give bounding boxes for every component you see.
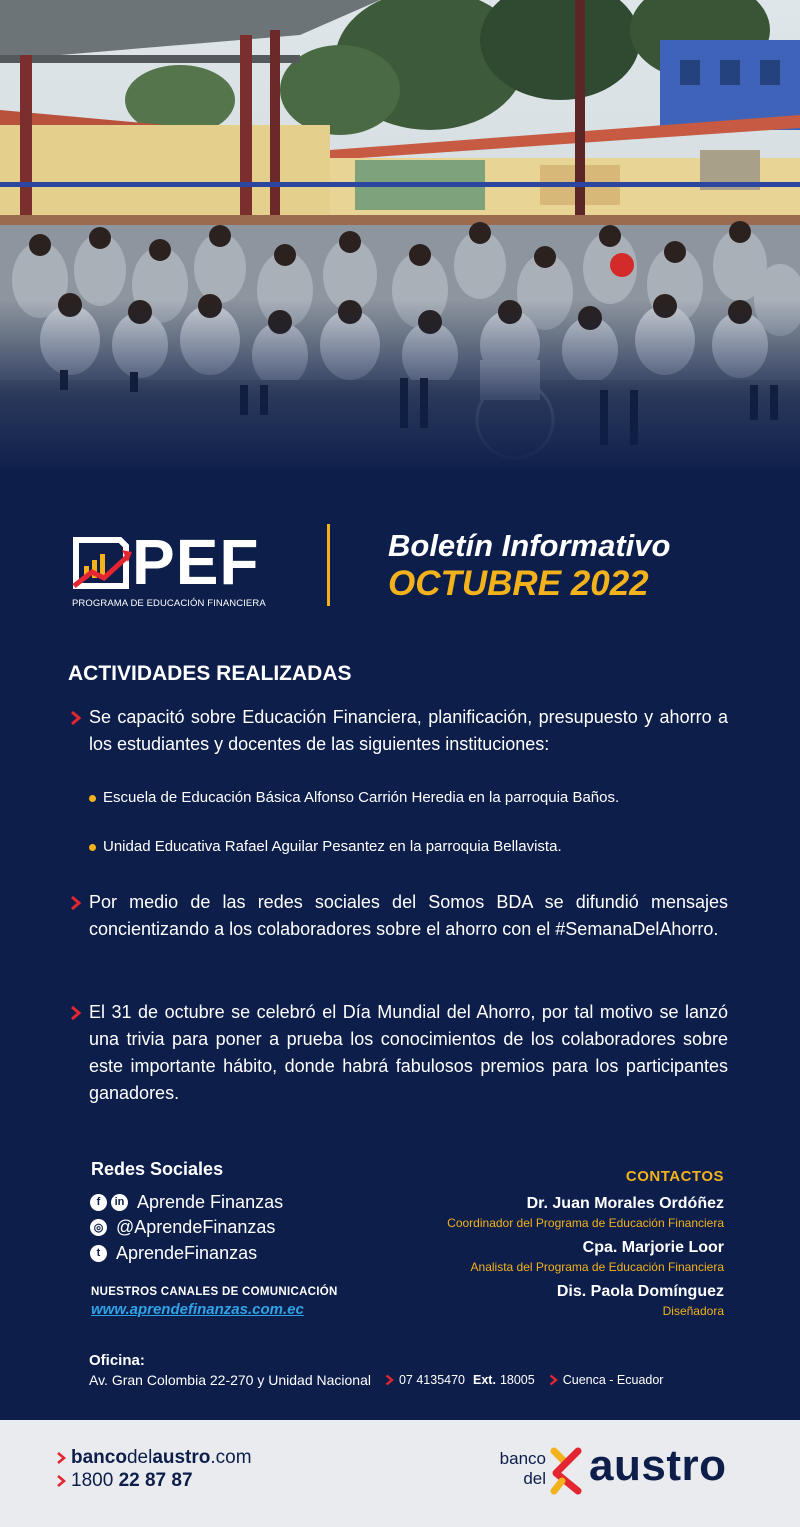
contacts-title: CONTACTOS — [625, 1168, 724, 1185]
contact-role-2: Analista del Programa de Educación Financiera — [470, 1260, 724, 1274]
bullet-dot-icon — [89, 795, 96, 802]
office-address: Av. Gran Colombia 22-270 y Unidad Nacional — [89, 1372, 371, 1388]
contact-name-2: Cpa. Marjorie Loor — [582, 1239, 724, 1256]
office-city: Cuenca - Ecuador — [562, 1373, 664, 1387]
activities-heading: ACTIVIDADES REALIZADAS — [68, 662, 352, 685]
chevron-right-icon — [56, 1474, 66, 1488]
instagram-icon[interactable]: ◎ — [90, 1219, 107, 1236]
footer-phone[interactable] — [56, 1470, 193, 1492]
footer-website[interactable] — [56, 1447, 252, 1469]
logo-del: del — [523, 1469, 546, 1488]
footer-web-regular[interactable]: del — [126, 1447, 153, 1468]
bulletin-title: Boletín Informativo — [388, 528, 671, 563]
photo-fade-overlay — [0, 300, 800, 470]
contact-role-3: Diseñadora — [662, 1304, 724, 1318]
chevron-right-icon — [70, 710, 82, 726]
chevron-right-icon — [549, 1374, 558, 1386]
social-instagram-label[interactable]: @AprendeFinanzas — [116, 1216, 276, 1237]
pef-subtitle: PROGRAMA DE EDUCACIÓN FINANCIERA — [72, 598, 266, 609]
social-twitter[interactable] — [90, 1242, 257, 1264]
chevron-right-icon — [56, 1451, 66, 1465]
office-ext-label: Ext. — [473, 1373, 496, 1387]
institution-item-1: Escuela de Educación Básica Alfonso Carrión Heredia en la parroquia Baños. — [103, 789, 620, 806]
chevron-right-icon — [70, 895, 82, 911]
office-ext: 18005 — [499, 1373, 535, 1387]
office-label: Oficina: — [89, 1352, 145, 1369]
office-info — [89, 1371, 749, 1389]
logo-austro: austro — [589, 1441, 727, 1490]
bullet-dot-icon — [89, 844, 96, 851]
linkedin-icon[interactable]: in — [111, 1194, 128, 1211]
pef-wordmark: PEF — [132, 526, 260, 598]
activity-item-2: Por medio de las redes sociales del Somos BDA se difundió mensajes concientizando a los colaboradores sobre el ahorro con el #SemanaDelAhorro. — [89, 892, 728, 939]
chevron-right-icon — [385, 1374, 394, 1386]
social-title: Redes Sociales — [91, 1159, 224, 1179]
institution-item-2: Unidad Educativa Rafael Aguilar Pesantez en la parroquia Bellavista. — [103, 838, 562, 855]
header-photo — [0, 0, 800, 470]
social-twitter-label[interactable]: AprendeFinanzas — [116, 1242, 258, 1263]
footer-web-suffix[interactable]: .com — [210, 1447, 252, 1468]
pef-logo — [70, 526, 270, 614]
social-facebook-linkedin[interactable] — [90, 1191, 283, 1213]
banco-del-austro-logo — [484, 1441, 754, 1499]
channels-title: NUESTROS CANALES DE COMUNICACIÓN — [91, 1286, 338, 1298]
chevron-right-icon — [70, 1005, 82, 1021]
footer-web-bold1[interactable]: banco — [71, 1447, 127, 1468]
bulletin-date: OCTUBRE 2022 — [388, 564, 649, 603]
office-phone: 07 4135470 — [398, 1373, 466, 1387]
social-instagram[interactable] — [90, 1216, 275, 1238]
austro-x-icon — [550, 1447, 584, 1495]
logo-banco: banco — [499, 1449, 546, 1468]
activity-item-1: Se capacitó sobre Educación Financiera, planificación, presupuesto y ahorro a los estudiantes y docentes de las siguientes instituciones: — [89, 707, 728, 754]
contact-role-1: Coordinador del Programa de Educación Financiera — [447, 1216, 724, 1230]
facebook-icon[interactable]: f — [90, 1194, 107, 1211]
footer-phone-number[interactable]: 22 87 87 — [118, 1470, 193, 1491]
twitter-icon[interactable]: t — [90, 1245, 107, 1262]
office-label-text: Oficina — [89, 1352, 140, 1369]
website-link[interactable]: www.aprendefinanzas.com.ec — [91, 1301, 304, 1318]
growth-chart-icon — [70, 532, 132, 592]
footer-web-bold2[interactable]: austro — [152, 1447, 211, 1468]
footer-phone-prefix[interactable]: 1800 — [71, 1470, 114, 1491]
contact-name-3: Dis. Paola Domínguez — [556, 1283, 724, 1300]
social-facebook-label[interactable]: Aprende Finanzas — [137, 1191, 284, 1212]
logo-banco-del — [484, 1449, 546, 1489]
title-divider — [327, 524, 330, 606]
activity-item-3: El 31 de octubre se celebró el Día Mundial del Ahorro, por tal motivo se lanzó una trivia para poner a prueba los conocimientos de los colaboradores sobre este importante hábito, donde habrá fabulosos premios para los participantes ganadores. — [89, 1002, 728, 1103]
contact-name-1: Dr. Juan Morales Ordóñez — [526, 1195, 724, 1212]
